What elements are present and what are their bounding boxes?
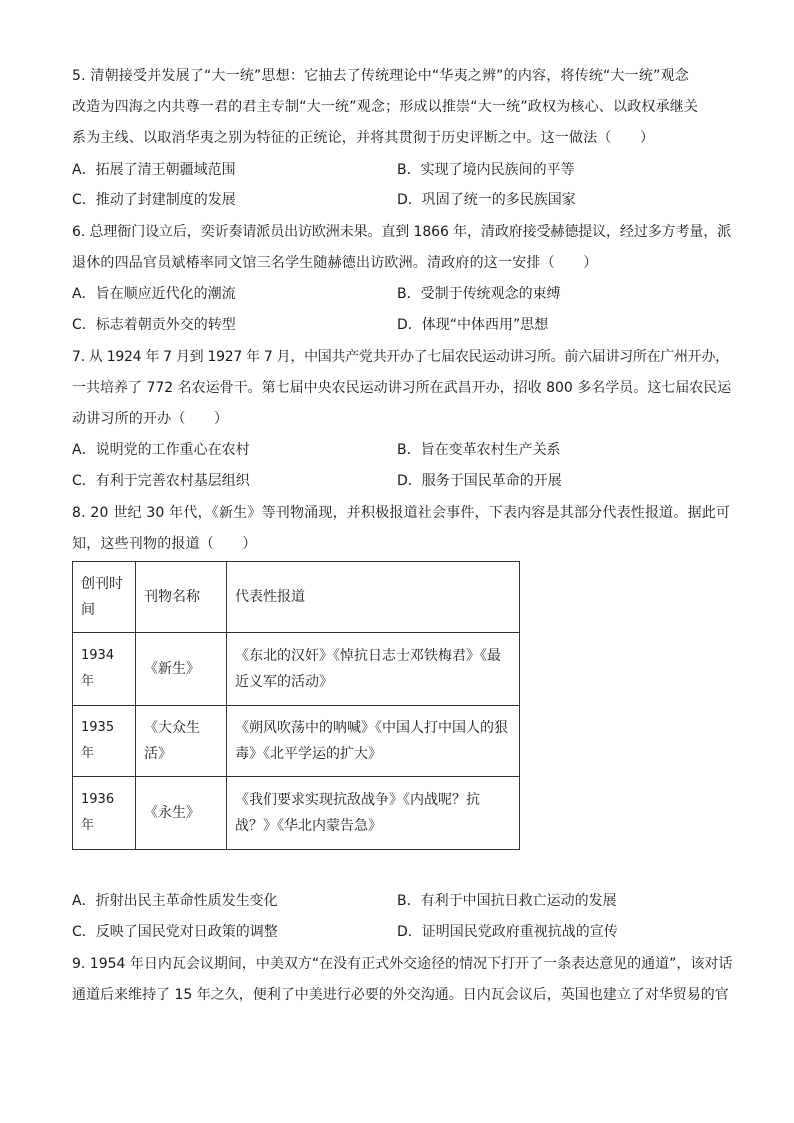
q9-stem-line-2: 通道后来维持了 15 年之久，便利了中美进行必要的外交沟通。日内瓦会议后，英国也建立了对华贸易的官 xyxy=(72,987,729,1003)
q5-option-a: A．拓展了清王朝疆域范围 xyxy=(72,162,236,178)
q7-option-b: B．旨在变革农村生产关系 xyxy=(397,442,561,458)
q8-stem-line-2: 知，这些刊物的报道（ ） xyxy=(72,536,257,552)
q6-option-c: C．标志着朝贡外交的转型 xyxy=(72,317,236,333)
cell-periodical: 《永生》 xyxy=(136,777,227,850)
header-representative-reports: 代表性报道 xyxy=(227,562,520,633)
q8-option-d: D．证明国民党政府重视抗战的宣传 xyxy=(397,924,618,940)
q5-option-b: B．实现了境内民族间的平等 xyxy=(397,162,575,178)
q6-stem-line-1: 6. 总理衙门设立后，奕䜣奏请派员出访欧洲未果。直到 1866 年，清政府接受赫德提议，经过多方考量，派 xyxy=(72,224,732,240)
q6-option-a: A．旨在顺应近代化的潮流 xyxy=(72,286,236,302)
q7-stem-line-2: 一共培养了 772 名农运骨干。第七届中央农民运动讲习所在武昌开办，招收 800 多名学员。这七届农民运 xyxy=(72,380,732,396)
cell-periodical: 《新生》 xyxy=(136,633,227,706)
q9-stem-line-1: 9. 1954 年日内瓦会议期间，中美双方“在没有正式外交途径的情况下打开了一条表达意见的通道”，该对话 xyxy=(72,956,733,972)
table-row xyxy=(73,633,520,706)
q7-stem-line-1: 7. 从 1924 年 7 月到 1927 年 7 月，中国共产党共开办了七届农民运动讲习所。前六届讲习所在广州开办， xyxy=(72,349,729,365)
table-header-row xyxy=(73,562,520,633)
q6-option-d: D．体现“中体西用”思想 xyxy=(397,317,549,333)
q5-stem-line-3: 系为主线、以取消华夷之别为特征的正统论，并将其贯彻于历史评断之中。这一做法（ ） xyxy=(72,130,655,146)
table-row xyxy=(73,777,520,850)
q8-periodicals-table xyxy=(72,561,520,850)
q8-option-c: C．反映了国民党对日政策的调整 xyxy=(72,924,278,940)
cell-reports: 《朔风吹荡中的呐喊》《中国人打中国人的狠毒》《北平学运的扩大》 xyxy=(227,706,520,777)
cell-year: 1934年 xyxy=(73,633,136,706)
q5-option-d: D．巩固了统一的多民族国家 xyxy=(397,192,576,208)
cell-year: 1935年 xyxy=(73,706,136,777)
q8-stem-line-1: 8. 20 世纪 30 年代，《新生》等刊物涌现，并积极报道社会事件，下表内容是其部分代表性报道。据此可 xyxy=(72,505,731,521)
q7-option-c: C．有利于完善农村基层组织 xyxy=(72,473,250,489)
q5-stem-line-2: 改造为四海之内共尊一君的君主专制“大一统”观念；形成以推崇“大一统”政权为核心、以政权承继关 xyxy=(72,99,699,115)
header-periodical-name: 刊物名称 xyxy=(136,562,227,633)
q7-option-d: D．服务于国民革命的开展 xyxy=(397,473,562,489)
q6-stem-line-2: 退休的四品官员斌椿率同文馆三名学生随赫德出访欧洲。清政府的这一安排（ ） xyxy=(72,255,598,271)
cell-year: 1936年 xyxy=(73,777,136,850)
q7-stem-line-3: 动讲习所的开办（ ） xyxy=(72,411,229,427)
q5-option-c: C．推动了封建制度的发展 xyxy=(72,192,236,208)
q8-option-b: B．有利于中国抗日救亡运动的发展 xyxy=(397,893,617,909)
header-founded-time: 创刊时间 xyxy=(73,562,136,633)
q6-option-b: B．受制于传统观念的束缚 xyxy=(397,286,561,302)
cell-reports: 《我们要求实现抗敌战争》《内战呢？抗战？》《华北内蒙告急》 xyxy=(227,777,520,850)
cell-reports: 《东北的汉奸》《悼抗日志士邓铁梅君》《最近义军的活动》 xyxy=(227,633,520,706)
q8-option-a: A．折射出民主革命性质发生变化 xyxy=(72,893,278,909)
cell-periodical: 《大众生活》 xyxy=(136,706,227,777)
q7-option-a: A．说明党的工作重心在农村 xyxy=(72,442,250,458)
q5-stem-line-1: 5. 清朝接受并发展了“大一统”思想：它抽去了传统理论中“华夷之辨”的内容，将传统“大一统”观念 xyxy=(72,68,689,84)
table-row xyxy=(73,706,520,777)
